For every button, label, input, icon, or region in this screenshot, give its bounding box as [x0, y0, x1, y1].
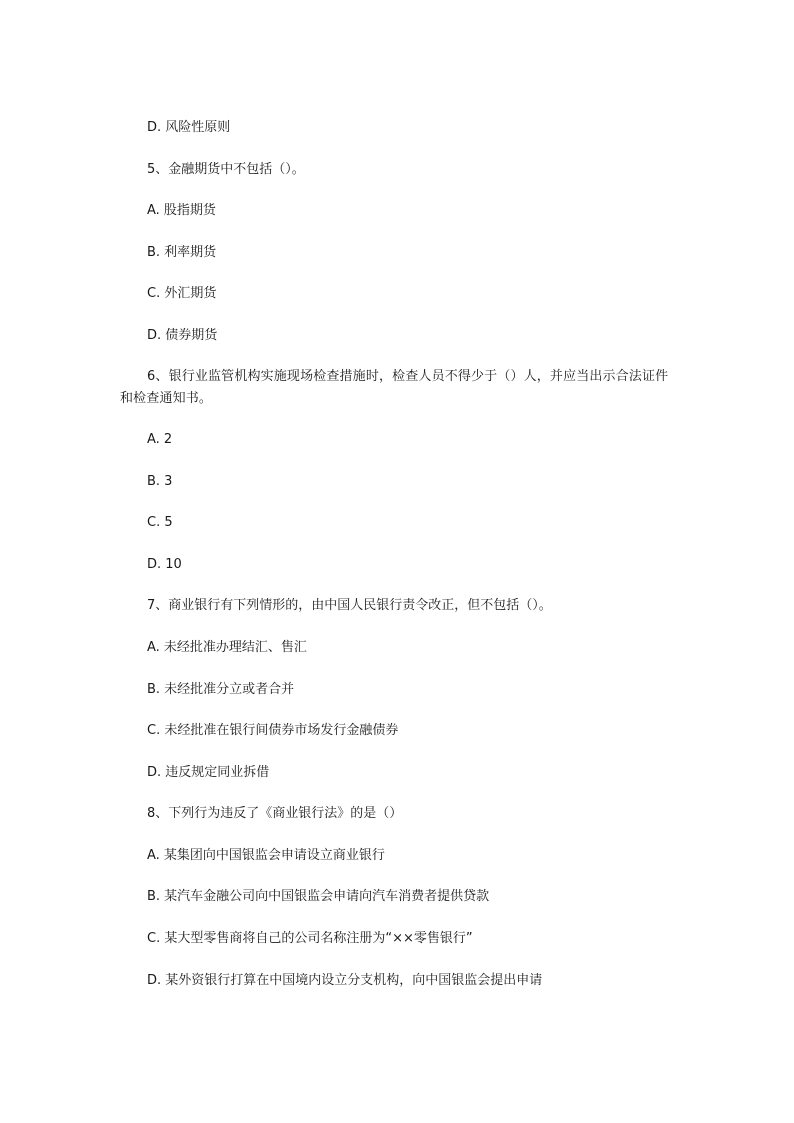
q7-option-d: D. 违反规定同业拆借	[147, 765, 270, 780]
q8-question: 8、下列行为违反了《商业银行法》的是（）	[147, 806, 403, 821]
q4-option-d: D. 风险性原则	[147, 120, 231, 135]
q6-option-b: B. 3	[147, 474, 173, 489]
q8-option-c: C. 某大型零售商将自己的公司名称注册为“××零售银行”	[147, 931, 473, 946]
q5-option-a: A. 股指期货	[147, 203, 216, 218]
q7-question: 7、商业银行有下列情形的，由中国人民银行责令改正，但不包括（）。	[147, 598, 552, 613]
q8-option-b: B. 某汽车金融公司向中国银监会申请向汽车消费者提供贷款	[147, 889, 490, 904]
q5-option-c: C. 外汇期货	[147, 286, 217, 301]
q6-option-d: D. 10	[147, 557, 182, 572]
q5-question: 5、金融期货中不包括（）。	[147, 162, 305, 177]
q8-option-d: D. 某外资银行打算在中国境内设立分支机构，向中国银监会提出申请	[147, 973, 543, 988]
q7-option-b: B. 未经批准分立或者合并	[147, 682, 295, 697]
q7-option-a: A. 未经批准办理结汇、售汇	[147, 640, 307, 655]
q6-option-c: C. 5	[147, 515, 173, 530]
q7-option-c: C. 未经批准在银行间债券市场发行金融债券	[147, 723, 399, 738]
q6-option-a: A. 2	[147, 432, 173, 447]
q5-option-b: B. 利率期货	[147, 245, 217, 260]
q5-option-d: D. 债券期货	[147, 328, 218, 343]
q6-question: 6、银行业监管机构实施现场检查措施时，检查人员不得少于（）人，并应当出示合法证件和检查通知书。	[120, 369, 669, 406]
q8-option-a: A. 某集团向中国银监会申请设立商业银行	[147, 848, 385, 863]
